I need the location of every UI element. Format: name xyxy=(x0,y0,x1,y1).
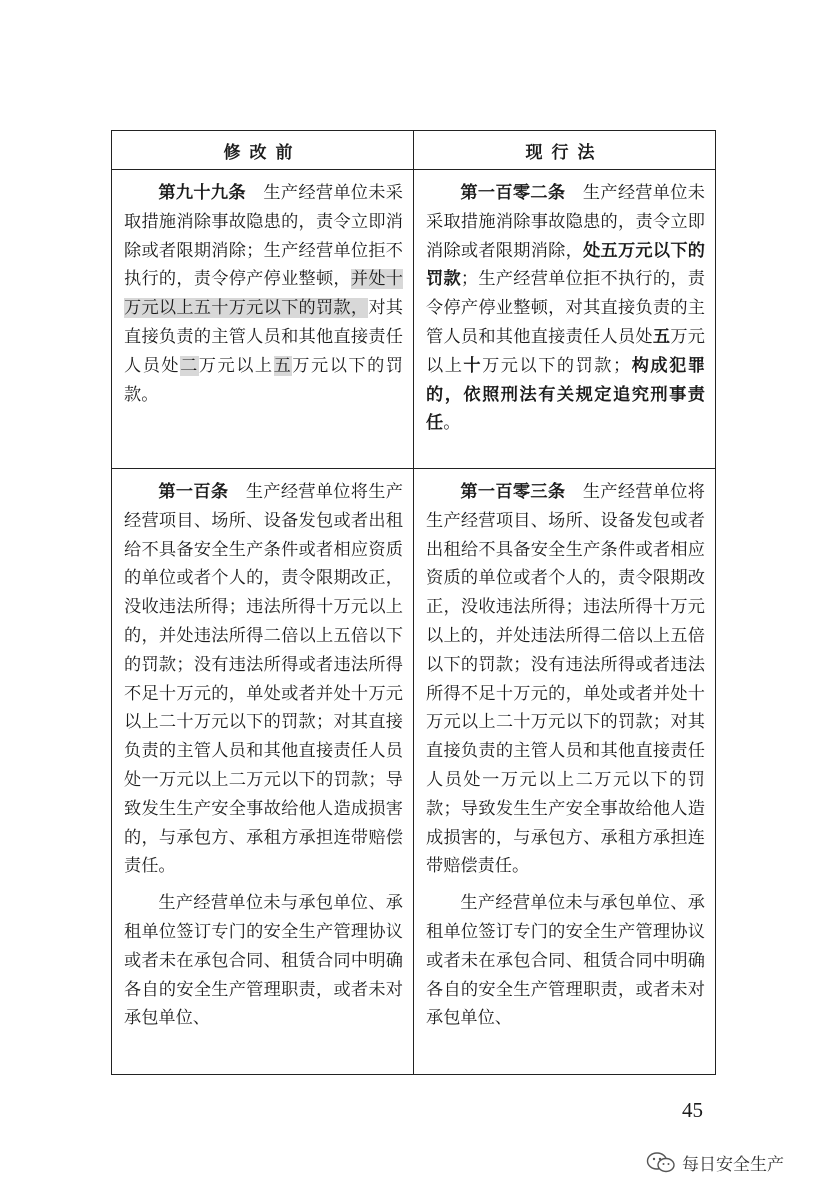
text-segment: 生产经营单位将生产经营项目、场所、设备发包或者出租给不具备安全生产条件或者相应资质的单位或者个人的，责令限期改正，没收违法所得；违法所得十万元以上的，并处违法所得二倍以上五倍以下的罚款；没有违法所得或者违法所得不足十万元的，单处或者并处十万元以上二十万元以下的罚款；对其直接负责的主管人员和其他直接责任人员处一万元以上二万元以下的罚款；导致发生生产安全事故给他人造成损害的，与承包方、承租方承担连带赔偿责任。 xyxy=(124,482,403,877)
article-number: 第一百零二条 xyxy=(460,183,566,203)
text-segment: 。 xyxy=(443,413,461,434)
table-header-row xyxy=(112,131,716,170)
watermark-text: 每日安全生产 xyxy=(682,1155,784,1175)
article-number: 第一百零三条 xyxy=(460,482,566,502)
text-segment: 万元以上 xyxy=(198,355,274,376)
cell-before-article-99 xyxy=(112,170,414,469)
article-text xyxy=(124,179,403,409)
article-text xyxy=(426,179,705,438)
highlighted-text: 二 xyxy=(180,355,199,376)
text-segment: 万元以下的罚款。 xyxy=(124,355,403,405)
comparison-table xyxy=(111,130,716,1075)
article-paragraph: 生产经营单位未与承包单位、承租单位签订专门的安全生产管理协议或者未在承包合同、租赁合同中明确各自的安全生产管理职责，或者未对承包单位、 xyxy=(124,893,403,1029)
article-text xyxy=(426,478,705,881)
cell-current-article-102 xyxy=(414,170,716,469)
article-text xyxy=(124,478,403,881)
article-number: 第九十九条 xyxy=(158,183,246,203)
watermark xyxy=(646,1150,784,1175)
table-row xyxy=(112,170,716,469)
page-number: 45 xyxy=(682,1098,703,1122)
text-segment: 万元以下的罚款； xyxy=(482,355,631,376)
table-row xyxy=(112,469,716,1075)
cell-current-article-103 xyxy=(414,469,716,1075)
text-segment: 对其直接负责的主管人员和其他直接责任人员处 xyxy=(124,298,403,376)
highlighted-text: 五 xyxy=(273,355,293,376)
text-segment: 万元以上 xyxy=(426,326,705,376)
header-before: 修改前 xyxy=(112,131,414,170)
bold-text: 构成犯罪的，依照刑法有关规定追究刑事责任 xyxy=(426,355,705,434)
wechat-icon xyxy=(646,1151,676,1175)
cell-before-article-100 xyxy=(112,469,414,1075)
text-segment: 生产经营单位未采取措施消除事故隐患的，责令立即消除或者限期消除， xyxy=(426,183,705,261)
bold-text: 五 xyxy=(652,326,671,347)
highlighted-text: 并处十万元以上五十万元以下的罚款， xyxy=(124,269,403,319)
article-paragraph: 生产经营单位未与承包单位、承租单位签订专门的安全生产管理协议或者未在承包合同、租赁合同中明确各自的安全生产管理职责，或者未对承包单位、 xyxy=(426,893,705,1029)
header-current: 现行法 xyxy=(414,131,716,170)
bold-text: 处五万元以下的罚款 xyxy=(426,240,705,290)
article-number: 第一百条 xyxy=(158,482,229,502)
bold-text: 十 xyxy=(463,355,483,376)
text-segment: 生产经营单位未采取措施消除事故隐患的，责令立即消除或者限期消除；生产经营单位拒不执行的，责令停产停业整顿， xyxy=(124,183,403,290)
text-segment: ；生产经营单位拒不执行的，责令停产停业整顿，对其直接负责的主管人员和其他直接责任人员处 xyxy=(426,269,705,347)
text-segment: 生产经营单位将生产经营项目、场所、设备发包或者出租给不具备安全生产条件或者相应资质的单位或者个人的，责令限期改正，没收违法所得；违法所得十万元以上的，并处违法所得二倍以上五倍以下的罚款；没有违法所得或者违法所得不足十万元的，单处或者并处十万元以上二十万元以下的罚款；对其直接负责的主管人员和其他直接责任人员处一万元以上二万元以下的罚款；导致发生生产安全事故给他人造成损害的，与承包方、承租方承担连带赔偿责任。 xyxy=(426,482,705,877)
